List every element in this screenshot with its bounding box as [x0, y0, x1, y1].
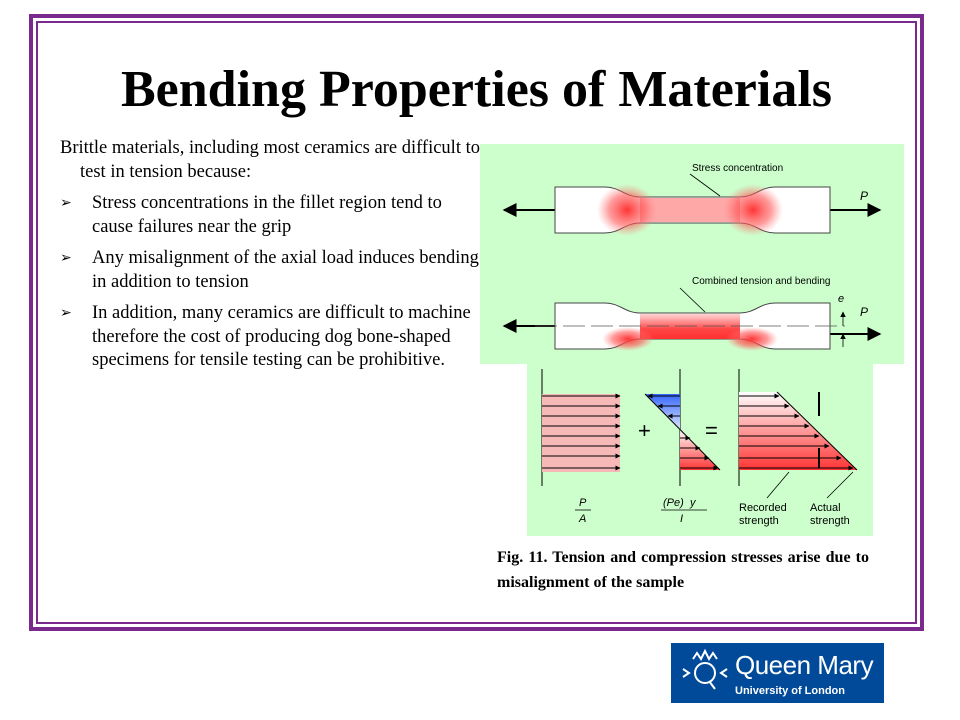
specimen-figure [480, 144, 904, 364]
bullet-text: In addition, many ceramics are difficult to machine therefore the cost of producing dog bone-shaped specimens for tensile testing can be prohibitive. [92, 303, 471, 370]
load-label: P [860, 305, 869, 319]
bullet-item [60, 302, 480, 373]
intro-text: Brittle materials, including most ceramics are difficult to test in tension because: [60, 138, 480, 182]
stress-distribution-diagram [527, 364, 873, 536]
eccentricity-label: e [838, 293, 845, 305]
specimen-tension [504, 163, 880, 236]
actual-label-1: Actual [810, 502, 841, 514]
stress-distribution-figure [527, 364, 873, 536]
equals-sign: = [705, 418, 718, 443]
specimen-diagram [480, 144, 904, 364]
label-y: y [690, 497, 696, 509]
label-I: I [680, 513, 684, 525]
recorded-label-1: Recorded [739, 502, 787, 514]
arrow-bullet-icon: ➢ [60, 196, 72, 211]
logo-subtitle: University of London [735, 685, 845, 697]
combined-stress-block [739, 369, 857, 527]
combined-label: Combined tension and bending [692, 276, 831, 287]
stress-concentration-label: Stress concentration [692, 163, 784, 174]
load-label: P [860, 189, 869, 203]
arrow-bullet-icon: ➢ [60, 306, 72, 321]
bullet-text: Any misalignment of the axial load induces bending in addition to tension [92, 248, 479, 292]
university-logo [671, 643, 884, 703]
bullet-item [60, 247, 480, 294]
recorded-label-2: strength [739, 515, 779, 527]
label-Pe: (Pe) [663, 497, 684, 509]
arrow-bullet-icon: ➢ [60, 251, 72, 266]
bending-stress-block [638, 369, 720, 525]
crown-logo-icon [675, 643, 735, 703]
bullet-text: Stress concentrations in the fillet region tend to cause failures near the grip [92, 193, 442, 237]
bullet-item [60, 192, 480, 239]
label-P: P [579, 497, 587, 509]
label-A: A [579, 513, 587, 525]
specimen-bending [504, 276, 880, 351]
figure-caption: Fig. 11. Tension and compression stresses arise due to misalignment of the sample [497, 549, 869, 591]
plus-sign: + [638, 418, 651, 443]
logo-name: Queen Mary [735, 650, 874, 680]
actual-label-2: strength [810, 515, 850, 527]
slide-body [60, 137, 480, 381]
slide-title: Bending Properties of Materials [120, 61, 833, 118]
uniform-stress-block [542, 369, 620, 525]
